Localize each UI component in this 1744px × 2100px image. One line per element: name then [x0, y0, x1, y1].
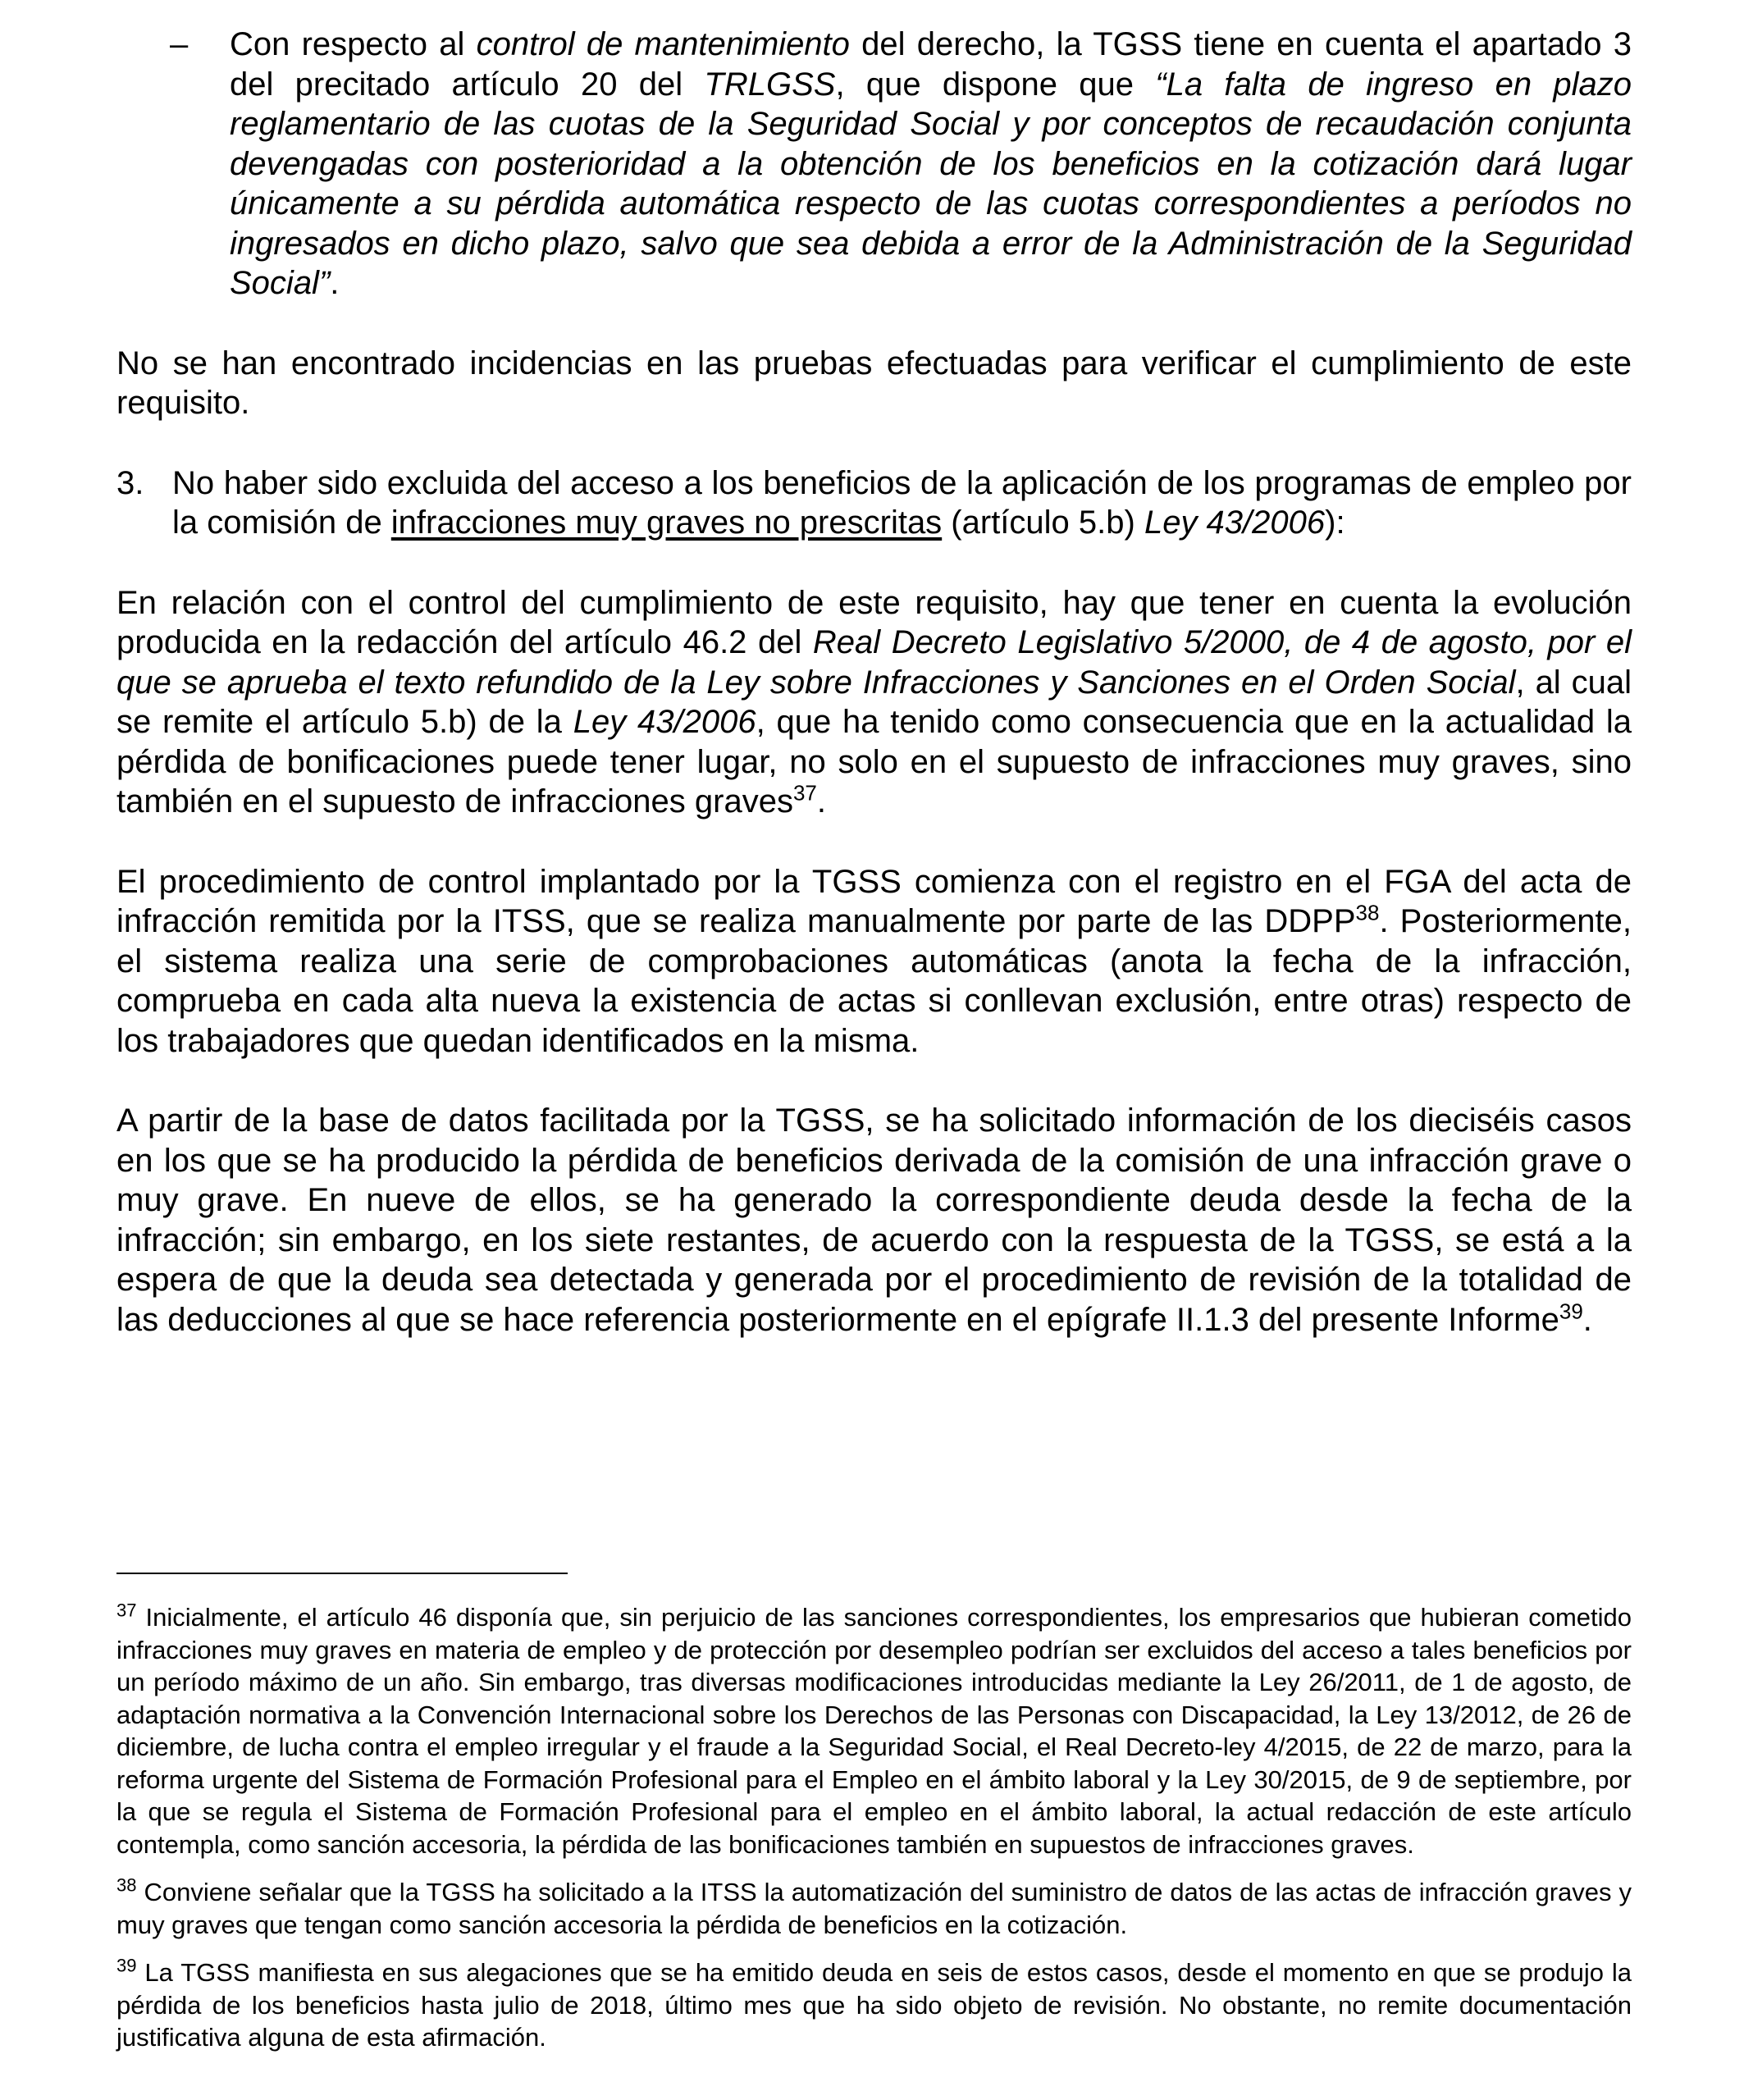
footnote-text: Inicialmente, el artículo 46 disponía que, sin perjuicio de las sanciones correspondientes, los empresarios que hubieran cometido infracciones muy graves en materia de empleo y de protección por desempleo podrían ser excluidos del acceso a tales beneficios por un período máximo de un año. Sin embargo, tras diversas modificaciones introducidas mediante la Ley 26/2011, de 1 de agosto, de adaptación normativa a la Convención Internacional sobre los Derechos de las Personas con Discapacidad, la Ley 13/2012, de 26 de diciembre, de lucha contra el empleo irregular y el fraude a la Seguridad Social, el Real Decreto-ley 4/2015, de 22 de marzo, para la reforma urgente del Sistema de Formación Profesional para el Empleo en el ámbito laboral y la Ley 30/2015, de 9 de septiembre, por la que se regula el Sistema de Formación Profesional para el empleo en el ámbito laboral, la actual redacción de este artículo contempla, como sanción accesoria, la pérdida de las bonificaciones también en supuestos de infracciones graves. — [116, 1603, 1632, 1859]
footnote-38 — [116, 1876, 1632, 1941]
paragraph-control-evolution: En relación con el control del cumplimiento de este requisito, hay que tener en cuenta la evolución producida en la redacción del artículo 46.2 del Real Decreto Legislativo 5/2000, de 4 de agosto, por el que se aprueba el texto refundido de la Ley sobre Infracciones y Sanciones en el Orden Social, al cual se remite el artículo 5.b) de la Ley 43/2006, que ha tenido como consecuencia que en la actualidad la pérdida de bonificaciones puede tener lugar, no solo en el supuesto de infracciones muy graves, sino también en el supuesto de infracciones graves$^{37}$. — [116, 584, 1632, 819]
dash-marker: – — [170, 26, 189, 62]
footnote-number: 39 — [116, 1955, 137, 1976]
requirement-item-3: 3. No haber sido excluida del acceso a los beneficios de la aplicación de los programas de empleo por la comisión de infracciones muy graves no prescritas (artículo 5.b) Ley 43/2006): — [116, 464, 1632, 541]
footnote-text: La TGSS manifiesta en sus alegaciones que se ha emitido deuda en seis de estos casos, desde el momento en que se produjo la pérdida de los beneficios hasta julio de 2018, último mes que ha sido objeto de revisión. No obstante, no remite documentación justificativa alguna de esta afirmación. — [116, 1958, 1632, 2052]
footnote-ref-37[interactable]: 37 — [792, 780, 817, 806]
paragraph-no-incidences: No se han encontrado incidencias en las pruebas efectuadas para verificar el cumplimiento de este requisito. — [116, 345, 1632, 421]
footnote-ref-38[interactable]: 38 — [1355, 900, 1380, 925]
footnote-separator — [116, 1573, 568, 1574]
footnote-number: 37 — [116, 1600, 137, 1621]
footnote-37 — [116, 1601, 1632, 1860]
item-number: 3. — [116, 464, 144, 501]
document-body — [116, 25, 1632, 1340]
paragraph-database-cases: A partir de la base de datos facilitada por la TGSS, se ha solicitado información de los dieciséis casos en los que se ha producido la pérdida de beneficios derivada de la comisión de una infracción grave o muy grave. En nueve de ellos, se ha generado la correspondiente deuda desde la fecha de la infracción; sin embargo, en los siete restantes, de acuerdo con la respuesta de la TGSS, se está a la espera de que la deuda sea detectada y generada por el procedimiento de revisión de la totalidad de las deducciones al que se hace referencia posteriormente en el epígrafe II.1.3 del presente Informe$^{39}$. — [116, 1102, 1632, 1338]
footnote-number: 38 — [116, 1874, 137, 1896]
footnote-ref-39[interactable]: 39 — [1559, 1299, 1583, 1324]
law-quote: “La falta de ingreso en plazo reglamentario de las cuotas de la Seguridad Social y por conceptos de recaudación conjunta devengadas con posterioridad a la obtención de los beneficios en la cotización dará lugar únicamente a su pérdida automática respecto de las cuotas correspondientes a períodos no ingresados en dicho plazo, salvo que sea debida a error de la Administración de la Seguridad Social” — [230, 66, 1632, 301]
paragraph-control-procedure: El procedimiento de control implantado por la TGSS comienza con el registro en el FGA del acta de infracción remitida por la ITSS, que se realiza manualmente por parte de las DDPP$^{38}$. Posteriormente, el sistema realiza una serie de comprobaciones automáticas (anota la fecha de la infracción, comprueba en cada alta nueva la existencia de actas si conllevan exclusión, entre otras) respecto de los trabajadores que quedan identificados en la misma. — [116, 863, 1632, 1059]
bullet-paragraph: – Con respecto al control de mantenimiento del derecho, la TGSS tiene en cuenta el apartado 3 del precitado artículo 20 del TRLGSS, que dispone que “La falta de ingreso en plazo reglamentario de las cuotas de la Seguridad Social y por conceptos de recaudación conjunta devengadas con posterioridad a la obtención de los beneficios en la cotización dará lugar únicamente a su pérdida automática respecto de las cuotas correspondientes a períodos no ingresados en dicho plazo, salvo que sea debida a error de la Administración de la Seguridad Social”. — [170, 26, 1632, 301]
footnotes — [116, 1601, 1632, 2054]
footnote-39 — [116, 1956, 1632, 2054]
footnote-text: Conviene señalar que la TGSS ha solicitado a la ITSS la automatización del suministro de datos de las actas de infracción graves y muy graves que tengan como sanción accesoria la pérdida de beneficios en la cotización. — [116, 1878, 1632, 1939]
